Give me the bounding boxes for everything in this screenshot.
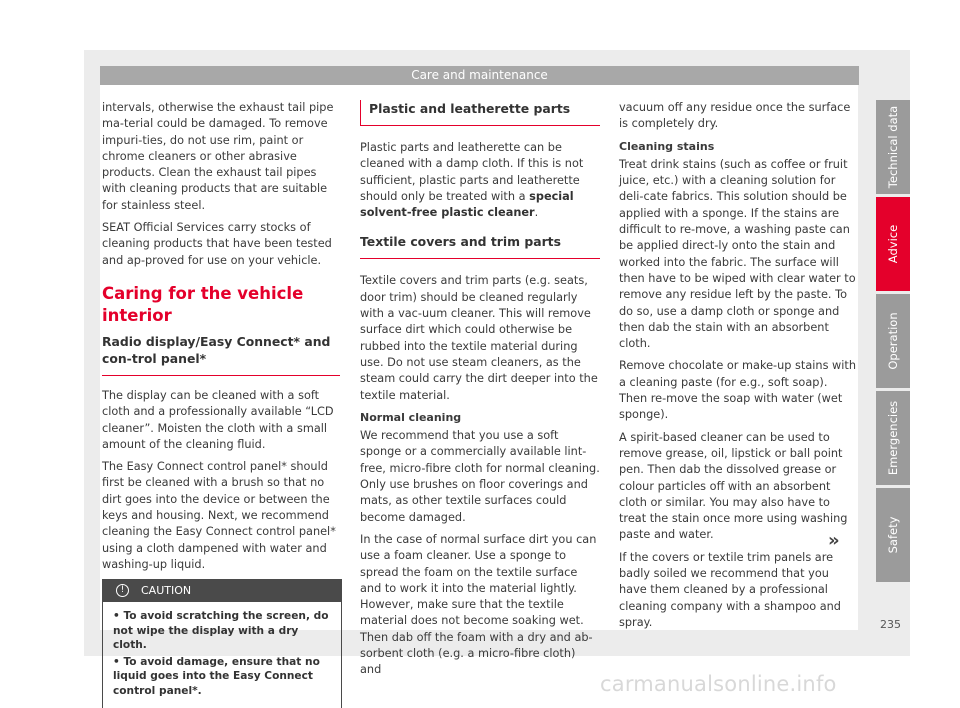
paragraph: Treat drink stains (such as coffee or fruit juice, etc.) with a cleaning solution for deli-cate fabrics. This solution should be applied with a sponge. If the stains are difficult to re-move, a washing paste can be applied direct-ly onto the stain and worked into the fabric. The surface will then have to be wiped with clear water to remove any residue left by the paste. To do so, use a damp cloth or sponge and then dab the stain with an absorbent cloth. [619,157,856,351]
tab-operation[interactable] [876,294,910,388]
caution-icon: ! [116,584,129,597]
subsection-title: Radio display/Easy Connect* and con-trol panel* [102,333,340,376]
tab-label: Safety [886,516,900,554]
paragraph: The Easy Connect control panel* should first be cleaned with a brush so that no dirt goes into the device or between the keys and housing. Next, we recommend cleaning the Easy Connect control panel* using a cloth dampened with water and washing-up liquid. [102,460,336,571]
column-2 [360,100,600,685]
caution-body [103,602,341,708]
paragraph: intervals, otherwise the exhaust tail pipe ma-terial could be damaged. To remove impuri-ties, do not use rim, paint or chrome cleaners or other abrasive products. Clean the exhaust tail pipes with cleaning products that are suitable for stainless steel. [102,101,334,212]
continue-arrow-icon: » [828,530,840,551]
bold-text: special solvent-free plastic cleaner [360,189,574,220]
text: . [534,206,539,220]
paragraph: The display can be cleaned with a soft cloth and a professionally available “LCD cleaner”. Moisten the cloth with a small amount of the cleaning fluid. [102,388,334,451]
caution-header [103,580,341,602]
subheading-normal-cleaning: Normal cleaning [360,410,462,424]
tab-emergencies[interactable] [876,391,910,485]
paragraph: SEAT Official Services carry stocks of cleaning products that have been tested and ap-proved for use on your vehicle. [102,221,332,267]
tab-label: Advice [886,224,900,264]
tab-advice[interactable] [876,197,910,291]
heading-plastic-parts: Plastic and leatherette parts [360,100,600,126]
paragraph: Remove chocolate or make-up stains with a cleaning paste (for e.g., soft soap). Then re-move the soap with water (wet sponge). [619,359,857,422]
tab-label: Technical data [886,105,900,189]
watermark: carmanualsonline.info [600,672,837,696]
caution-box [102,579,342,708]
paragraph: Textile covers and trim parts (e.g. seats, door trim) should be cleaned regularly with a vac-uum cleaner. This will remove surface dirt which could otherwise be rubbed into the textile material during use. Do not use steam cleaners, as the steam could carry the dirt deeper into the textile material. [360,274,598,402]
paragraph: A spirit-based cleaner can be used to remove grease, oil, lipstick or ball point pen. Then dab the dissolved grease or colour particles off with an absorbent cloth or similar. You may also have to treat the stain once more using washing paste and water. [619,430,848,542]
caution-item: • To avoid damage, ensure that no liquid goes into the Easy Connect control panel*. [113,655,320,697]
chapter-header: Care and maintenance [100,66,859,85]
column-1 [102,100,340,708]
tab-label: Operation [886,312,900,370]
text: Plastic parts and leatherette can be cleaned with a damp cloth. If this is not sufficient, plastic parts and leatherette should only be treated with a [360,141,584,203]
caution-title: CAUTION [141,584,192,598]
tab-label: Emergencies [886,400,900,476]
paragraph: vacuum off any residue once the surface is completely dry. [619,101,851,131]
column-3 [619,100,859,637]
paragraph: If the covers or textile trim panels are badly soiled we recommend that you have them cleaned by a professional cleaning company with a shampoo and spray. [619,550,841,629]
tab-technical-data[interactable] [876,100,910,194]
page-number: 235 [880,618,901,631]
paragraph: We recommend that you use a soft sponge or a commercially available lint-free, micro-fibre cloth for normal cleaning. Only use brushes on floor coverings and mats, as other textile surfaces could become damaged. [360,429,600,524]
subheading-cleaning-stains: Cleaning stains [619,139,715,153]
caution-item: • To avoid scratching the screen, do not wipe the display with a dry cloth. [113,610,329,652]
paragraph: In the case of normal surface dirt you can use a foam cleaner. Use a sponge to spread the foam on the textile surface and to work it into the material lightly. However, make sure that the textile material does not become soaking wet. Then dab off the foam with a dry and ab-sorbent cloth (e.g. a micro-fibre cloth) and [360,532,597,677]
heading-textile-covers: Textile covers and trim parts [360,233,600,259]
paragraph [360,140,600,221]
section-title: Caring for the vehicle interior [102,283,304,325]
tab-safety[interactable] [876,488,910,582]
